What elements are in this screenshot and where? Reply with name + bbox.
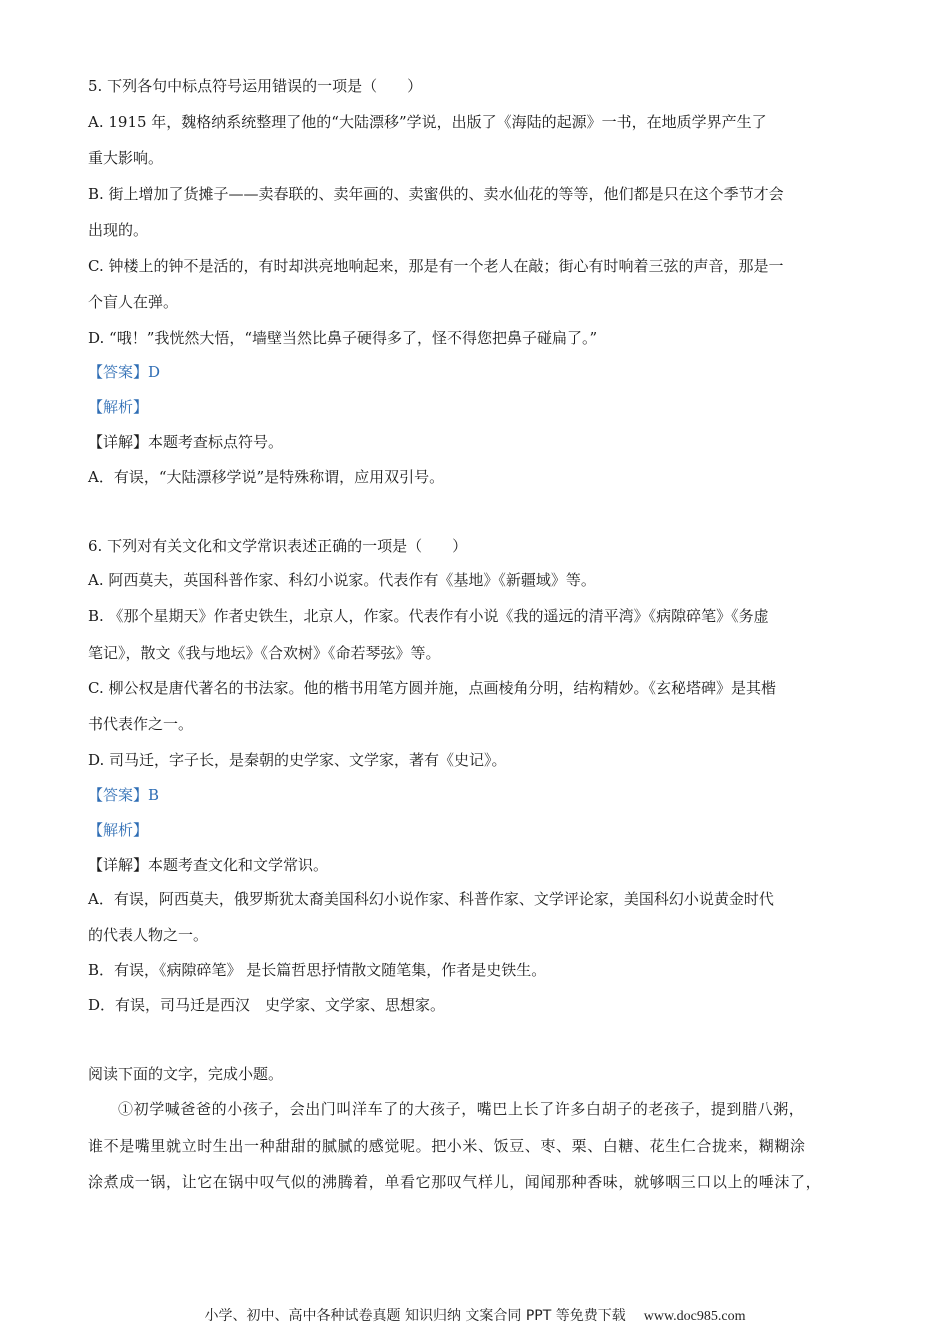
q6-analysis-tag: 【解析】 — [88, 821, 149, 839]
reading-paragraph-line2: 谁不是嘴里就立时生出一种甜甜的腻腻的感觉呢。把小米、饭豆、枣、栗、白糖、花生仁合拢来，糊糊涂 — [88, 1137, 806, 1155]
q5-detail-tag: 【详解】 — [88, 433, 149, 451]
q6-answer-value: B — [148, 786, 160, 804]
q6-explanation-a-line2: 的代表人物之一。 — [88, 926, 209, 944]
q5-detail-text: 本题考查标点符号。 — [148, 433, 284, 451]
q5-answer-line — [88, 362, 160, 382]
q6-option-c-line2: 书代表作之一。 — [88, 715, 194, 733]
q5-option-c-line1: C. 钟楼上的钟不是活的，有时却洪亮地响起来，那是有一个老人在敲；街心有时响着三弦的声音，那是一 — [88, 257, 784, 275]
q6-explanation-b: B．有误，《病隙碎笔》 是长篇哲思抒情散文随笔集，作者是史铁生。 — [88, 961, 547, 979]
q6-option-a-line1: A. 阿西莫夫，英国科普作家、科幻小说家。代表作有《基地》《新疆域》等。 — [88, 571, 596, 589]
q6-option-d-line1: D. 司马迁，字子长，是秦朝的史学家、文学家，著有《史记》。 — [88, 751, 507, 769]
q6-explanation-d: D．有误，司马迁是西汉 史学家、文学家、思想家。 — [88, 996, 446, 1014]
reading-intro: 阅读下面的文字，完成小题。 — [88, 1065, 284, 1083]
q6-option-b-line2: 笔记》，散文《我与地坛》《合欢树》《命若琴弦》等。 — [88, 644, 441, 662]
q6-answer-line — [88, 785, 159, 805]
q6-answer-tag: 【答案】 — [88, 786, 149, 804]
q6-option-b-line1: B. 《那个星期天》作者史铁生，北京人，作家。代表作有小说《我的遥远的清平湾》《病隙碎笔》《务虚 — [88, 607, 769, 625]
q5-option-b-line1: B. 街上增加了货摊子——卖春联的、卖年画的、卖蜜供的、卖水仙花的等等，他们都是只在这个季节才会 — [88, 185, 784, 203]
q5-option-a-line1: A. 1915 年，魏格纳系统整理了他的“大陆漂移”学说，出版了《海陆的起源》一书，在地质学界产生了 — [88, 113, 767, 131]
page-footer — [0, 1306, 950, 1327]
q5-option-d-line1: D. “哦！”我恍然大悟，“墙壁当然比鼻子硬得多了，怪不得您把鼻子碰扁了。” — [88, 329, 598, 347]
q5-answer-value: D — [148, 363, 161, 381]
q6-detail-tag: 【详解】 — [88, 856, 149, 874]
q5-option-c-line2: 个盲人在弹。 — [88, 293, 179, 311]
q5-detail-line — [88, 432, 283, 452]
q6-explanation-a-line1: A．有误，阿西莫夫，俄罗斯犹太裔美国科幻小说作家、科普作家、文学评论家，美国科幻小说黄金时代 — [88, 890, 774, 908]
q5-answer-tag: 【答案】 — [88, 363, 149, 381]
q6-option-c-line1: C. 柳公权是唐代著名的书法家。他的楷书用笔方圆并施，点画棱角分明，结构精妙。《玄秘塔碑》是其楷 — [88, 679, 776, 697]
q6-stem: 6. 下列对有关文化和文学常识表述正确的一项是（ ） — [88, 537, 468, 555]
footer-text: 小学、初中、高中各种试卷真题 知识归纳 文案合同 PPT 等免费下载 — [204, 1308, 626, 1324]
reading-paragraph-line1: ①初学喊爸爸的小孩子，会出门叫洋车了的大孩子，嘴巴上长了许多白胡子的老孩子，提到腊八粥， — [118, 1100, 805, 1118]
footer-url[interactable]: www.doc985.com — [643, 1309, 746, 1324]
reading-paragraph-line3: 涂煮成一锅，让它在锅中叹气似的沸腾着，单看它那叹气样儿，闻闻那种香味，就够咽三口以上的唾沫了， — [88, 1173, 822, 1191]
q5-explanation-a: A．有误，“大陆漂移学说”是特殊称谓，应用双引号。 — [88, 468, 445, 486]
q5-option-b-line2: 出现的。 — [88, 221, 149, 239]
q5-analysis-tag: 【解析】 — [88, 398, 149, 416]
q5-stem: 5. 下列各句中标点符号运用错误的一项是（ ） — [88, 77, 423, 95]
q5-option-a-line2: 重大影响。 — [88, 149, 164, 167]
q6-detail-text: 本题考查文化和文学常识。 — [148, 856, 329, 874]
q6-detail-line — [88, 855, 328, 875]
